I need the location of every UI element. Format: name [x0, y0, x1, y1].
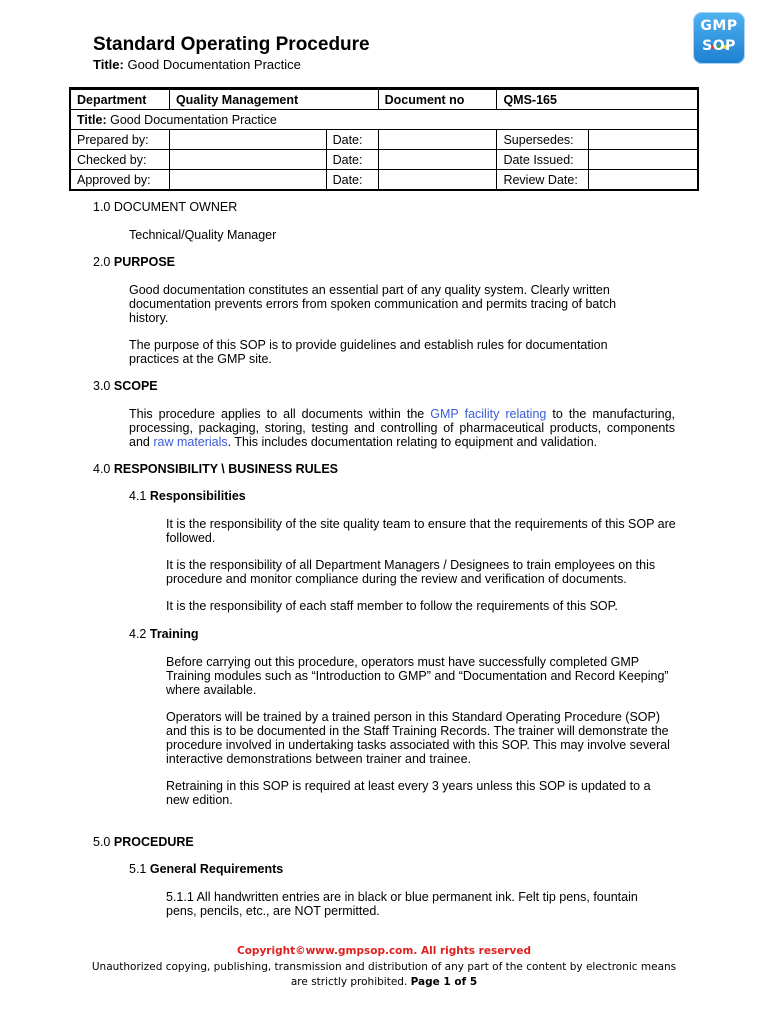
checked-date-value: [378, 150, 497, 170]
copyright-notice: Copyright©www.gmpsop.com. All rights reserved: [237, 945, 531, 957]
section-3-title: SCOPE: [113, 379, 158, 393]
section-1-heading: 1.0 DOCUMENT OWNER: [93, 200, 238, 214]
section-4-heading: [93, 462, 338, 476]
document-no-label: Document no: [378, 89, 497, 110]
document-subtitle: [93, 57, 301, 72]
section-5-1-heading: [129, 862, 283, 876]
section-4-2-number: 4.2: [129, 627, 147, 641]
gmp-facility-link[interactable]: GMP facility relating: [430, 407, 547, 421]
section-5-title: PROCEDURE: [113, 835, 194, 849]
section-4-1-number: 4.1: [129, 489, 147, 503]
title-cell-label: Title:: [77, 112, 107, 127]
footer-notice-line-1: Unauthorized copying, publishing, transmission and distribution of any part of the content by electronic means: [91, 961, 677, 973]
section-4-1-para-3: It is the responsibility of each staff member to follow the requirements of this SOP.: [166, 599, 618, 613]
supersedes-label: Supersedes:: [497, 130, 589, 150]
department-label: Department: [71, 89, 170, 110]
section-4-1-para-2: It is the responsibility of all Department Managers / Designees to train employees on this procedure and monitor compliance during the review and verification of documents.: [166, 558, 656, 586]
section-4-2-para-2: Operators will be trained by a trained person in this Standard Operating Procedure (SOP) and this is to be documented in the Staff Training Records. The trainer will demonstrate the procedure involved in undertaking tasks associated with this SOP. This may involve several interactive demonstrations between trainer and trainee.: [166, 710, 670, 766]
section-5-heading: [93, 835, 194, 849]
section-4-2-heading: [129, 627, 199, 641]
footer-notice-line-2: [0, 976, 768, 988]
review-date-value: [589, 170, 698, 190]
date-issued-label: Date Issued:: [497, 150, 589, 170]
section-3-number: 3.0: [93, 379, 111, 393]
section-2-para-2: The purpose of this SOP is to provide guidelines and establish rules for documentation practices at the GMP site.: [129, 338, 608, 366]
scope-text-a: This procedure applies to all documents within the: [129, 407, 431, 421]
prepared-date-label: Date:: [326, 130, 378, 150]
review-date-label: Review Date:: [497, 170, 589, 190]
approved-by-label: Approved by:: [71, 170, 170, 190]
subtitle-value: Good Documentation Practice: [127, 57, 301, 72]
table-row: [71, 110, 698, 130]
supersedes-value: [589, 130, 698, 150]
subtitle-label: Title:: [93, 57, 124, 72]
section-3-heading: [93, 379, 158, 393]
department-value: Quality Management: [169, 89, 378, 110]
section-2-heading: [93, 255, 175, 269]
table-row: [71, 170, 698, 190]
approved-by-value: [169, 170, 326, 190]
section-4-1-title: Responsibilities: [149, 489, 246, 503]
section-2-number: 2.0: [93, 255, 111, 269]
section-5-1-title: General Requirements: [149, 862, 284, 876]
prepared-date-value: [378, 130, 497, 150]
logo-text-top: GMP: [700, 18, 738, 34]
section-1-body: Technical/Quality Manager: [129, 228, 277, 242]
prepared-by-label: Prepared by:: [71, 130, 170, 150]
table-row: [71, 89, 698, 110]
section-2-para-1: Good documentation constitutes an essential part of any quality system. Clearly written documentation prevents errors from spoken communication and permits tracing of batch history.: [129, 283, 617, 325]
gmp-sop-logo: [693, 12, 745, 64]
raw-materials-link[interactable]: raw materials: [153, 435, 228, 449]
section-4-2-title: Training: [149, 627, 199, 641]
footer-notice-line-2-text: are strictly prohibited.: [290, 976, 411, 988]
page-number: Page 1 of 5: [410, 976, 478, 988]
section-4-title: RESPONSIBILITY \ BUSINESS RULES: [113, 462, 338, 476]
approved-date-label: Date:: [326, 170, 378, 190]
document-no-value: QMS-165: [497, 89, 698, 110]
checked-date-label: Date:: [326, 150, 378, 170]
section-5-1-1-para: 5.1.1 All handwritten entries are in black or blue permanent ink. Felt tip pens, fountain pens, pencils, etc., are NOT permitted.: [166, 890, 638, 918]
section-2-title: PURPOSE: [113, 255, 176, 269]
table-row: [71, 150, 698, 170]
logo-text-bottom: SOP: [702, 38, 736, 54]
table-row: [71, 130, 698, 150]
section-4-number: 4.0: [93, 462, 111, 476]
section-4-1-para-1: It is the responsibility of the site quality team to ensure that the requirements of this SOP are followed.: [166, 517, 676, 545]
document-control-table: [70, 88, 698, 190]
date-issued-value: [589, 150, 698, 170]
checked-by-label: Checked by:: [71, 150, 170, 170]
section-4-2-para-3: Retraining in this SOP is required at least every 3 years unless this SOP is updated to a new edition.: [166, 779, 651, 807]
prepared-by-value: [169, 130, 326, 150]
scope-text-b: to the manufacturing, processing, packaging, storing, testing and controlling of pharmaceutical products, components and: [129, 407, 675, 449]
title-cell-value: Good Documentation Practice: [110, 112, 277, 127]
document-title: Standard Operating Procedure: [93, 34, 370, 55]
approved-date-value: [378, 170, 497, 190]
section-4-1-heading: [129, 489, 246, 503]
checked-by-value: [169, 150, 326, 170]
section-3-para-1: [129, 407, 675, 449]
section-5-1-number: 5.1: [129, 862, 147, 876]
title-cell: [71, 110, 698, 130]
section-4-2-para-1: Before carrying out this procedure, operators must have successfully completed GMP Training modules such as “Introduction to GMP” and “Documentation and Record Keeping” where available.: [166, 655, 669, 697]
section-5-number: 5.0: [93, 835, 111, 849]
scope-text-c: . This includes documentation relating to equipment and validation.: [227, 435, 598, 449]
